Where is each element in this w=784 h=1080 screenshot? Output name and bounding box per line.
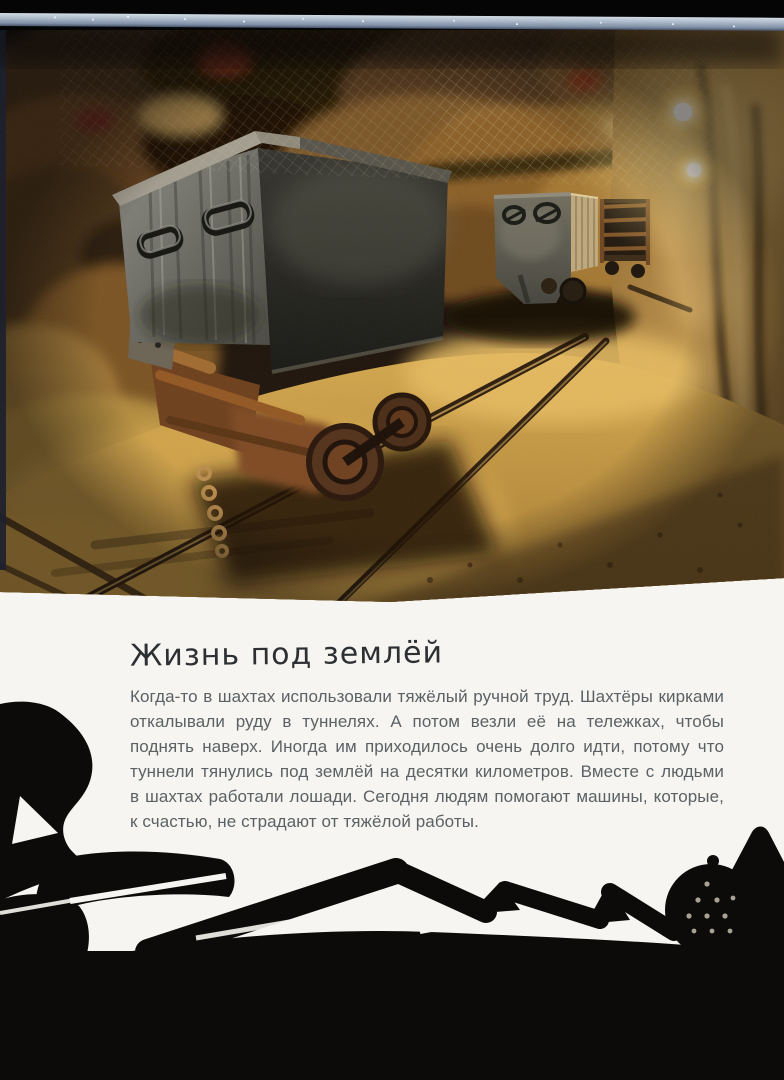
body-line: к счастью, не страдают от тяжёлой работы. <box>130 812 479 831</box>
body-paragraph <box>130 684 724 834</box>
ink-ground-band <box>0 951 784 1080</box>
body-line: туннели тянулись под землёй на десятки километров. Вместе с людьми <box>130 762 724 781</box>
page-title: Жизнь под землёй <box>129 635 444 674</box>
body-line: Когда-то в шахтах использовали тяжёлый ручной труд. Шахтёры кирками <box>130 687 724 706</box>
body-line: поднять наверх. Иногда им приходилось очень долго идти, потому что <box>130 737 724 756</box>
mine-tunnel-photo <box>0 25 784 607</box>
body-line: в шахтах работали лошади. Сегодня людям помогают машины, которые, <box>130 787 724 806</box>
ink-illustration <box>0 600 784 1080</box>
mine-photo-canvas <box>0 25 784 607</box>
body-line: откалывали руду в туннелях. А потом везли её на тележках, чтобы <box>130 712 724 731</box>
ink-canvas <box>0 600 784 1080</box>
photo-grain <box>0 25 784 607</box>
